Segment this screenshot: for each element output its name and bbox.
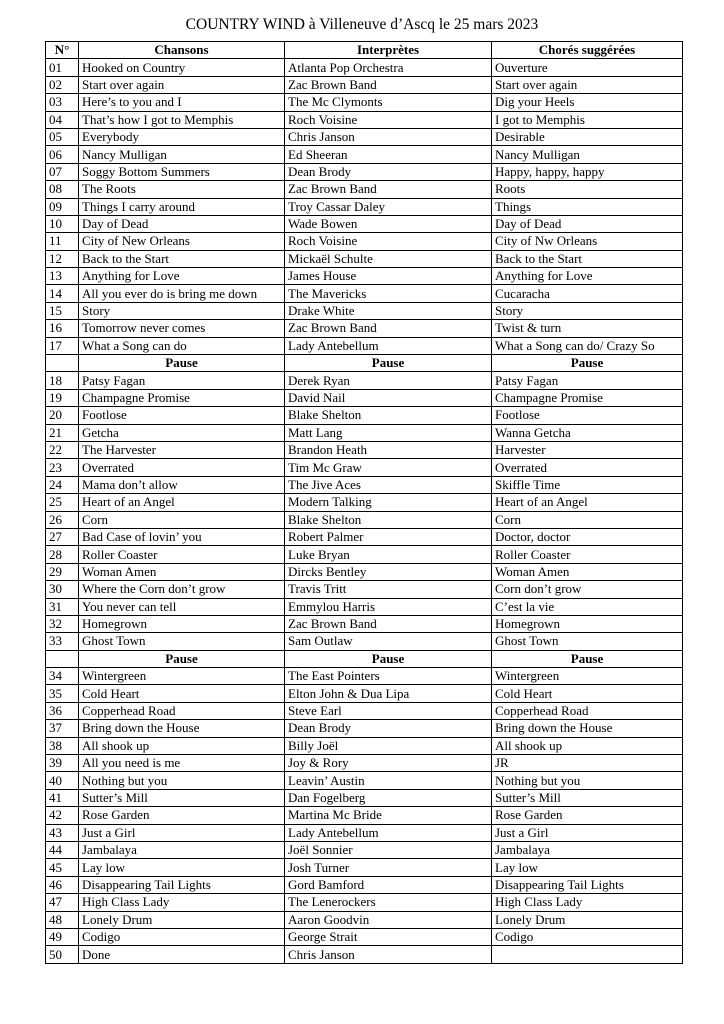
cell-number: [46, 650, 79, 667]
cell-song: Where the Corn don’t grow: [79, 581, 285, 598]
cell-choreography: Roots: [492, 181, 683, 198]
cell-song: Day of Dead: [79, 215, 285, 232]
cell-song: All you need is me: [79, 755, 285, 772]
cell-song: Story: [79, 302, 285, 319]
table-row: [46, 720, 683, 737]
table-row: [46, 772, 683, 789]
cell-artist: Steve Earl: [285, 702, 492, 719]
cell-number: 32: [46, 615, 79, 632]
cell-song: That’s how I got to Memphis: [79, 111, 285, 128]
table-row: [46, 546, 683, 563]
cell-song: Start over again: [79, 76, 285, 93]
cell-number: 28: [46, 546, 79, 563]
cell-choreography: [492, 946, 683, 963]
table-row: [46, 789, 683, 806]
cell-song: Soggy Bottom Summers: [79, 163, 285, 180]
cell-artist: The Lenerockers: [285, 894, 492, 911]
cell-choreography: Ghost Town: [492, 633, 683, 650]
table-row: [46, 268, 683, 285]
cell-artist: Pause: [285, 650, 492, 667]
cell-number: 39: [46, 755, 79, 772]
cell-choreography: Just a Girl: [492, 824, 683, 841]
table-row: [46, 407, 683, 424]
cell-number: 13: [46, 268, 79, 285]
cell-artist: Wade Bowen: [285, 215, 492, 232]
cell-number: 14: [46, 285, 79, 302]
cell-artist: Derek Ryan: [285, 372, 492, 389]
cell-artist: Billy Joël: [285, 737, 492, 754]
cell-number: 18: [46, 372, 79, 389]
cell-artist: Roch Voisine: [285, 111, 492, 128]
cell-number: 50: [46, 946, 79, 963]
table-row: [46, 285, 683, 302]
cell-choreography: Doctor, doctor: [492, 528, 683, 545]
table-row: [46, 633, 683, 650]
cell-number: 16: [46, 320, 79, 337]
cell-choreography: Day of Dead: [492, 215, 683, 232]
cell-choreography: Sutter’s Mill: [492, 789, 683, 806]
cell-song: All shook up: [79, 737, 285, 754]
cell-artist: Troy Cassar Daley: [285, 198, 492, 215]
table-row: [46, 424, 683, 441]
cell-choreography: Homegrown: [492, 615, 683, 632]
cell-artist: Sam Outlaw: [285, 633, 492, 650]
cell-artist: James House: [285, 268, 492, 285]
cell-number: 06: [46, 146, 79, 163]
table-row: [46, 320, 683, 337]
cell-artist: Joël Sonnier: [285, 841, 492, 858]
cell-choreography: Nancy Mulligan: [492, 146, 683, 163]
cell-song: The Roots: [79, 181, 285, 198]
cell-song: Lay low: [79, 859, 285, 876]
cell-choreography: High Class Lady: [492, 894, 683, 911]
cell-number: 48: [46, 911, 79, 928]
cell-choreography: Jambalaya: [492, 841, 683, 858]
cell-number: 05: [46, 128, 79, 145]
cell-choreography: What a Song can do/ Crazy So: [492, 337, 683, 354]
cell-song: Nancy Mulligan: [79, 146, 285, 163]
cell-number: 11: [46, 233, 79, 250]
cell-song: The Harvester: [79, 441, 285, 458]
cell-artist: Dircks Bentley: [285, 563, 492, 580]
cell-choreography: Corn don’t grow: [492, 581, 683, 598]
table-row: [46, 755, 683, 772]
cell-artist: The Jive Aces: [285, 476, 492, 493]
cell-artist: David Nail: [285, 389, 492, 406]
cell-choreography: Twist & turn: [492, 320, 683, 337]
cell-artist: Luke Bryan: [285, 546, 492, 563]
table-row: [46, 911, 683, 928]
cell-artist: Modern Talking: [285, 494, 492, 511]
cell-artist: Joy & Rory: [285, 755, 492, 772]
cell-choreography: Heart of an Angel: [492, 494, 683, 511]
cell-artist: Zac Brown Band: [285, 615, 492, 632]
cell-number: 42: [46, 807, 79, 824]
cell-choreography: Anything for Love: [492, 268, 683, 285]
cell-song: Sutter’s Mill: [79, 789, 285, 806]
table-header-row: [46, 42, 683, 59]
cell-song: All you ever do is bring me down: [79, 285, 285, 302]
table-row: [46, 198, 683, 215]
cell-artist: The East Pointers: [285, 668, 492, 685]
table-row: [46, 146, 683, 163]
cell-choreography: Woman Amen: [492, 563, 683, 580]
cell-artist: Robert Palmer: [285, 528, 492, 545]
cell-choreography: Copperhead Road: [492, 702, 683, 719]
cell-number: 19: [46, 389, 79, 406]
cell-artist: George Strait: [285, 928, 492, 945]
cell-artist: Dean Brody: [285, 720, 492, 737]
cell-song: Corn: [79, 511, 285, 528]
cell-number: 15: [46, 302, 79, 319]
cell-song: Bring down the House: [79, 720, 285, 737]
table-row: [46, 876, 683, 893]
cell-choreography: Champagne Promise: [492, 389, 683, 406]
playlist-table: [45, 41, 683, 964]
cell-number: 31: [46, 598, 79, 615]
cell-song: Here’s to you and I: [79, 94, 285, 111]
cell-number: 26: [46, 511, 79, 528]
cell-choreography: Ouverture: [492, 59, 683, 76]
table-row: [46, 528, 683, 545]
cell-number: 04: [46, 111, 79, 128]
cell-artist: Tim Mc Graw: [285, 459, 492, 476]
cell-song: Just a Girl: [79, 824, 285, 841]
table-row: [46, 668, 683, 685]
cell-song: Everybody: [79, 128, 285, 145]
cell-number: 22: [46, 441, 79, 458]
cell-choreography: Cucaracha: [492, 285, 683, 302]
cell-choreography: Lay low: [492, 859, 683, 876]
table-row: [46, 302, 683, 319]
cell-song: High Class Lady: [79, 894, 285, 911]
cell-choreography: Desirable: [492, 128, 683, 145]
cell-choreography: Corn: [492, 511, 683, 528]
cell-artist: Emmylou Harris: [285, 598, 492, 615]
cell-artist: Zac Brown Band: [285, 181, 492, 198]
cell-number: 24: [46, 476, 79, 493]
table-row: [46, 459, 683, 476]
cell-song: What a Song can do: [79, 337, 285, 354]
cell-song: Champagne Promise: [79, 389, 285, 406]
cell-choreography: Nothing but you: [492, 772, 683, 789]
cell-song: Cold Heart: [79, 685, 285, 702]
cell-number: 27: [46, 528, 79, 545]
table-row: [46, 94, 683, 111]
table-row: [46, 702, 683, 719]
cell-artist: Dean Brody: [285, 163, 492, 180]
table-row: [46, 441, 683, 458]
cell-choreography: Codigo: [492, 928, 683, 945]
cell-number: 37: [46, 720, 79, 737]
cell-choreography: Rose Garden: [492, 807, 683, 824]
table-row: [46, 859, 683, 876]
pause-row: [46, 355, 683, 372]
cell-artist: Zac Brown Band: [285, 76, 492, 93]
cell-song: Things I carry around: [79, 198, 285, 215]
cell-artist: Gord Bamford: [285, 876, 492, 893]
cell-song: Done: [79, 946, 285, 963]
cell-choreography: Harvester: [492, 441, 683, 458]
cell-number: 38: [46, 737, 79, 754]
cell-artist: Leavin’ Austin: [285, 772, 492, 789]
cell-artist: Mickaël Schulte: [285, 250, 492, 267]
cell-number: 33: [46, 633, 79, 650]
cell-number: 47: [46, 894, 79, 911]
cell-artist: Aaron Goodvin: [285, 911, 492, 928]
cell-number: 12: [46, 250, 79, 267]
cell-number: 35: [46, 685, 79, 702]
cell-choreography: I got to Memphis: [492, 111, 683, 128]
cell-number: 30: [46, 581, 79, 598]
table-row: [46, 737, 683, 754]
cell-number: 45: [46, 859, 79, 876]
cell-song: Mama don’t allow: [79, 476, 285, 493]
cell-song: Bad Case of lovin’ you: [79, 528, 285, 545]
cell-artist: Dan Fogelberg: [285, 789, 492, 806]
cell-number: 36: [46, 702, 79, 719]
cell-song: Pause: [79, 650, 285, 667]
cell-artist: Drake White: [285, 302, 492, 319]
table-row: [46, 615, 683, 632]
cell-song: Hooked on Country: [79, 59, 285, 76]
cell-artist: Josh Turner: [285, 859, 492, 876]
cell-artist: Lady Antebellum: [285, 824, 492, 841]
cell-artist: Chris Janson: [285, 946, 492, 963]
table-row: [46, 163, 683, 180]
cell-choreography: JR: [492, 755, 683, 772]
cell-choreography: C’est la vie: [492, 598, 683, 615]
cell-number: [46, 355, 79, 372]
cell-song: Copperhead Road: [79, 702, 285, 719]
cell-number: 09: [46, 198, 79, 215]
cell-number: 23: [46, 459, 79, 476]
header-number: N°: [46, 42, 79, 59]
cell-song: Lonely Drum: [79, 911, 285, 928]
cell-song: Homegrown: [79, 615, 285, 632]
cell-number: 44: [46, 841, 79, 858]
cell-choreography: Skiffle Time: [492, 476, 683, 493]
cell-song: Jambalaya: [79, 841, 285, 858]
cell-artist: Blake Shelton: [285, 407, 492, 424]
cell-choreography: Footlose: [492, 407, 683, 424]
cell-number: 29: [46, 563, 79, 580]
cell-choreography: Start over again: [492, 76, 683, 93]
table-row: [46, 111, 683, 128]
cell-song: Tomorrow never comes: [79, 320, 285, 337]
cell-number: 43: [46, 824, 79, 841]
cell-number: 02: [46, 76, 79, 93]
cell-choreography: Things: [492, 198, 683, 215]
cell-song: Pause: [79, 355, 285, 372]
cell-choreography: Back to the Start: [492, 250, 683, 267]
cell-song: Codigo: [79, 928, 285, 945]
cell-number: 41: [46, 789, 79, 806]
cell-artist: Atlanta Pop Orchestra: [285, 59, 492, 76]
cell-artist: Elton John & Dua Lipa: [285, 685, 492, 702]
cell-number: 49: [46, 928, 79, 945]
cell-song: Disappearing Tail Lights: [79, 876, 285, 893]
header-choreography: Chorés suggérées: [492, 42, 683, 59]
cell-artist: Blake Shelton: [285, 511, 492, 528]
cell-choreography: City of Nw Orleans: [492, 233, 683, 250]
table-row: [46, 841, 683, 858]
cell-song: City of New Orleans: [79, 233, 285, 250]
cell-song: Nothing but you: [79, 772, 285, 789]
cell-song: Getcha: [79, 424, 285, 441]
table-row: [46, 685, 683, 702]
cell-song: Patsy Fagan: [79, 372, 285, 389]
cell-artist: Ed Sheeran: [285, 146, 492, 163]
table-row: [46, 128, 683, 145]
cell-song: Heart of an Angel: [79, 494, 285, 511]
cell-artist: Roch Voisine: [285, 233, 492, 250]
cell-artist: Brandon Heath: [285, 441, 492, 458]
cell-artist: Pause: [285, 355, 492, 372]
cell-artist: The Mavericks: [285, 285, 492, 302]
cell-choreography: Wanna Getcha: [492, 424, 683, 441]
cell-artist: Zac Brown Band: [285, 320, 492, 337]
table-row: [46, 581, 683, 598]
cell-song: Roller Coaster: [79, 546, 285, 563]
header-artist: Interprètes: [285, 42, 492, 59]
cell-song: You never can tell: [79, 598, 285, 615]
cell-choreography: Disappearing Tail Lights: [492, 876, 683, 893]
cell-choreography: Lonely Drum: [492, 911, 683, 928]
cell-artist: Travis Tritt: [285, 581, 492, 598]
cell-song: Anything for Love: [79, 268, 285, 285]
cell-song: Rose Garden: [79, 807, 285, 824]
cell-artist: Martina Mc Bride: [285, 807, 492, 824]
cell-song: Ghost Town: [79, 633, 285, 650]
cell-artist: Lady Antebellum: [285, 337, 492, 354]
cell-choreography: Pause: [492, 650, 683, 667]
table-row: [46, 181, 683, 198]
cell-choreography: Story: [492, 302, 683, 319]
cell-choreography: Bring down the House: [492, 720, 683, 737]
cell-number: 25: [46, 494, 79, 511]
cell-song: Woman Amen: [79, 563, 285, 580]
cell-number: 21: [46, 424, 79, 441]
table-row: [46, 372, 683, 389]
table-row: [46, 598, 683, 615]
table-row: [46, 76, 683, 93]
cell-number: 17: [46, 337, 79, 354]
cell-artist: Chris Janson: [285, 128, 492, 145]
cell-number: 03: [46, 94, 79, 111]
pause-row: [46, 650, 683, 667]
cell-choreography: Happy, happy, happy: [492, 163, 683, 180]
cell-song: Wintergreen: [79, 668, 285, 685]
cell-number: 46: [46, 876, 79, 893]
cell-choreography: All shook up: [492, 737, 683, 754]
cell-number: 40: [46, 772, 79, 789]
table-row: [46, 894, 683, 911]
cell-choreography: Dig your Heels: [492, 94, 683, 111]
table-row: [46, 494, 683, 511]
cell-number: 20: [46, 407, 79, 424]
cell-artist: Matt Lang: [285, 424, 492, 441]
table-row: [46, 807, 683, 824]
table-row: [46, 250, 683, 267]
table-row: [46, 233, 683, 250]
table-row: [46, 824, 683, 841]
cell-choreography: Wintergreen: [492, 668, 683, 685]
table-row: [46, 389, 683, 406]
cell-number: 34: [46, 668, 79, 685]
cell-choreography: Roller Coaster: [492, 546, 683, 563]
page-title: COUNTRY WIND à Villeneuve d’Ascq le 25 mars 2023: [185, 16, 539, 33]
cell-choreography: Cold Heart: [492, 685, 683, 702]
cell-number: 08: [46, 181, 79, 198]
cell-choreography: Patsy Fagan: [492, 372, 683, 389]
table-row: [46, 476, 683, 493]
header-song: Chansons: [79, 42, 285, 59]
cell-number: 10: [46, 215, 79, 232]
cell-song: Back to the Start: [79, 250, 285, 267]
cell-number: 07: [46, 163, 79, 180]
table-row: [46, 215, 683, 232]
cell-song: Footlose: [79, 407, 285, 424]
table-row: [46, 337, 683, 354]
table-row: [46, 946, 683, 963]
table-row: [46, 928, 683, 945]
table-row: [46, 511, 683, 528]
cell-number: 01: [46, 59, 79, 76]
cell-choreography: Overrated: [492, 459, 683, 476]
cell-song: Overrated: [79, 459, 285, 476]
cell-choreography: Pause: [492, 355, 683, 372]
cell-artist: The Mc Clymonts: [285, 94, 492, 111]
table-row: [46, 563, 683, 580]
table-row: [46, 59, 683, 76]
